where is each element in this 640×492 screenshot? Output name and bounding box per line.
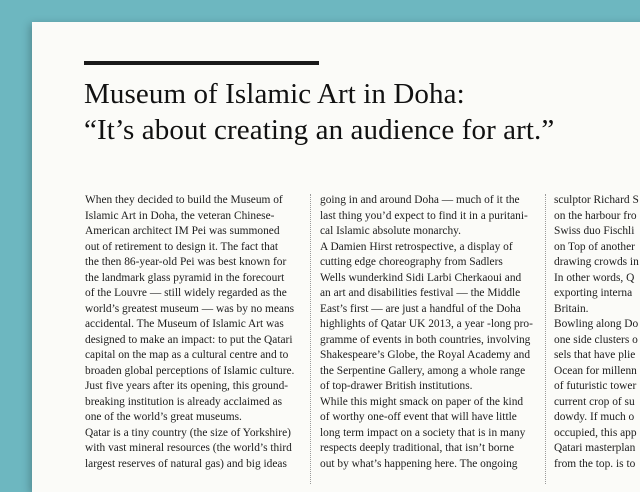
body-text-line: current crop of su [554, 395, 635, 408]
body-text-line: on Top of another [554, 240, 635, 253]
body-text-line: from the top. is to [554, 457, 636, 470]
body-text-line: the landmark glass pyramid in the forecourt [85, 271, 285, 284]
body-text-line: Britain. [554, 302, 589, 315]
title-line-1: Museum of Islamic Art in Doha: [84, 78, 465, 110]
body-text-line: with vast mineral resources (the world’s third [85, 442, 292, 454]
body-text-line: one of the world’s great museums. [85, 411, 242, 423]
body-text-line: of top-drawer British institutions. [320, 380, 473, 392]
body-column-2 [320, 193, 540, 472]
body-text-line: Wells wunderkind Sidi Larbi Cherkaoui and [320, 271, 522, 284]
body-text-line: world’s greatest museum — was by no means [85, 302, 295, 315]
headline-rule [84, 61, 319, 65]
body-text-line: designed to make an impact: to put the Qatari [85, 333, 293, 346]
body-text-line: accidental. The Museum of Islamic Art was [85, 318, 284, 330]
body-text-line: out of retirement to design it. The fact that [85, 240, 279, 253]
body-text-line: the then 86-year-old Pei was best known for [85, 256, 287, 268]
body-text-line: of worthy one-off event that will have little [320, 411, 517, 423]
body-text-line: capital on the map as a cultural centre and to [85, 349, 289, 361]
body-text-line: Qatar is a tiny country (the size of Yorkshire) [85, 426, 291, 439]
body-text-line: broaden global perceptions of Islamic culture. [85, 364, 295, 377]
body-text-line: long term impact on a society that is in many [320, 426, 526, 439]
body-text-line: sculptor Richard S [554, 194, 639, 206]
body-column-3 [554, 193, 640, 472]
body-text-line: Bowling along Do [554, 318, 639, 330]
article-title [84, 76, 554, 148]
body-text-line: In other words, Q [554, 271, 635, 284]
body-text-line: an art and disabilities festival — the Middle [320, 287, 521, 299]
body-text-line: largest reserves of natural gas) and big ideas [85, 457, 287, 470]
body-text-line: East’s first — are just a handful of the Doha [320, 302, 521, 315]
body-text-line: out by what’s happening here. The ongoing [320, 457, 518, 470]
body-text-line: While this might smack on paper of the kind [320, 395, 524, 408]
body-text-line: Just five years after its opening, this ground- [85, 380, 289, 392]
body-column-1 [85, 193, 301, 472]
body-text-line: sels that have plie [554, 349, 636, 361]
body-text-line: of the Louvre — still widely regarded as the [85, 287, 287, 299]
column-divider [310, 194, 312, 484]
body-text-line: occupied, this app [554, 426, 637, 439]
body-text-line: American architect IM Pei was summoned [85, 225, 280, 237]
body-text-line: going in and around Doha — much of it the [320, 194, 520, 206]
body-text-line: dowdy. If much o [554, 411, 635, 423]
body-text-line: respects deeply traditional, that isn’t borne [320, 442, 515, 454]
body-text-line: breaking institution is already acclaimed as [85, 395, 283, 408]
body-text-line: Ocean for millenn [554, 364, 637, 377]
body-text-line: of futuristic tower [554, 380, 637, 392]
body-text-line: Qatari masterplan [554, 442, 636, 454]
body-text-line: highlights of Qatar UK 2013, a year -long pro- [320, 318, 533, 330]
body-text-line: Swiss duo Fischli [554, 225, 635, 237]
body-text-line: the Serpentine Gallery, among a whole range [320, 364, 526, 377]
body-text-line: gramme of events in both countries, involving [320, 333, 531, 346]
article-page [32, 22, 640, 492]
body-text-line: A Damien Hirst retrospective, a display of [320, 240, 513, 253]
body-text-line: cutting edge choreography from Sadlers [320, 256, 503, 268]
column-divider [545, 194, 547, 484]
body-text-line: cal Islamic absolute monarchy. [320, 225, 461, 237]
body-text-line: When they decided to build the Museum of [85, 194, 283, 206]
title-line-2: “It’s about creating an audience for art.” [84, 114, 555, 146]
body-text-line: last thing you’d expect to find it in a puritani- [320, 209, 528, 222]
body-text-line: Islamic Art in Doha, the veteran Chinese- [85, 209, 275, 222]
body-text-line: Shakespeare’s Globe, the Royal Academy and [320, 349, 531, 361]
body-text-line: exporting interna [554, 287, 633, 299]
body-text-line: drawing crowds in [554, 256, 639, 268]
body-text-line: on the harbour fro [554, 209, 637, 222]
body-text-line: one side clusters o [554, 333, 638, 346]
